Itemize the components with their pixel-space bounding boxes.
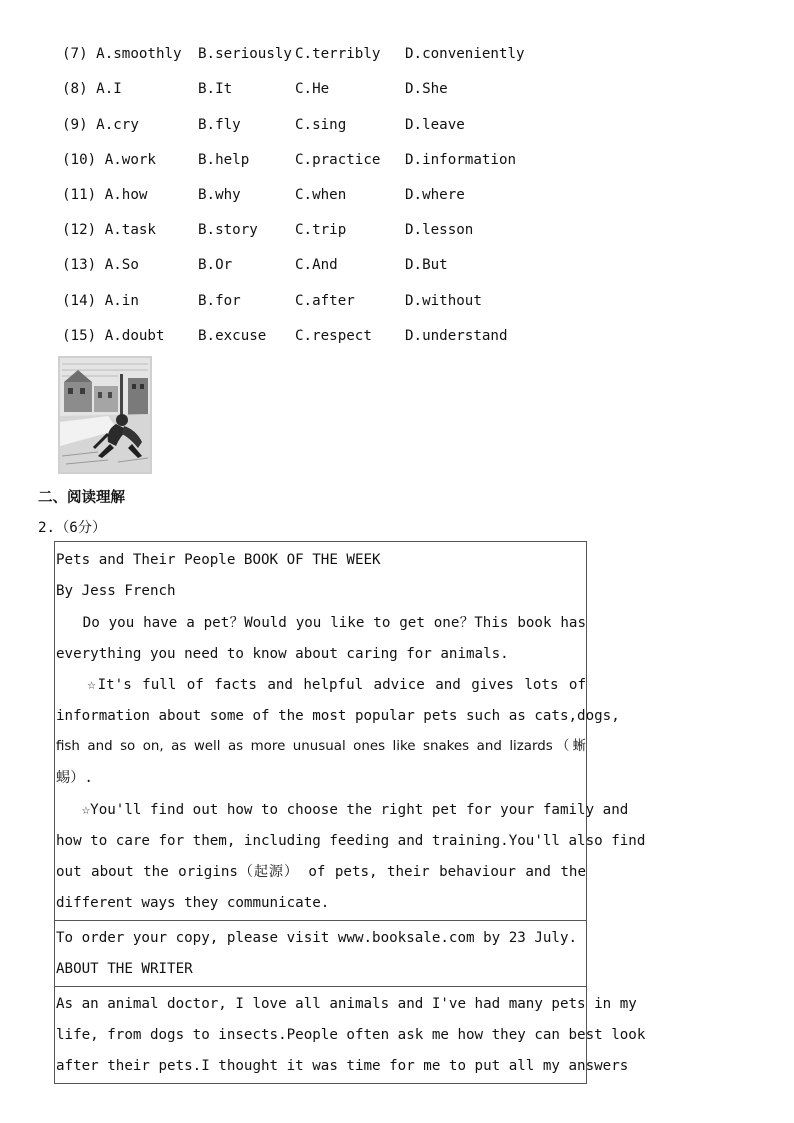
- option-number: (10): [62, 152, 97, 168]
- option-b: B.for: [198, 293, 241, 309]
- option-number: (12): [62, 222, 97, 238]
- passage-line: how to care for them, including feeding and training.You'll also find: [56, 833, 646, 849]
- option-d: D.understand: [405, 328, 508, 344]
- option-c: C.And: [295, 257, 338, 273]
- writer-line: after their pets.I thought it was time for me to put all my answers: [56, 1058, 629, 1074]
- passage-table: [54, 541, 646, 1084]
- question-7-options: [62, 46, 182, 62]
- option-b: B.It: [198, 81, 233, 97]
- book-intro-cell: [55, 542, 646, 921]
- option-number: (7): [62, 46, 88, 62]
- writer-cell: [55, 986, 646, 1083]
- book-title-line: Pets and Their People BOOK OF THE WEEK: [56, 552, 381, 568]
- passage-line: ☆You'll find out how to choose the right pet for your family and: [56, 802, 629, 818]
- option-a: A.how: [104, 187, 148, 203]
- option-a: A.task: [104, 222, 156, 238]
- option-b: B.excuse: [198, 328, 267, 344]
- option-b: B.Or: [198, 257, 233, 273]
- option-d: D.without: [405, 293, 482, 309]
- option-b: B.story: [198, 222, 258, 238]
- question-number: 2.（6分）: [38, 520, 107, 536]
- option-c: C.respect: [295, 328, 372, 344]
- option-a: A.I: [96, 81, 122, 97]
- option-b: B.help: [198, 152, 250, 168]
- option-c: C.after: [295, 293, 355, 309]
- option-d: D.information: [405, 152, 517, 168]
- option-b: B.why: [198, 187, 241, 203]
- question-9-options: [62, 117, 139, 133]
- option-c: C.sing: [295, 117, 347, 133]
- option-a: A.work: [104, 152, 156, 168]
- option-d: D.where: [405, 187, 465, 203]
- option-number: (8): [62, 81, 88, 97]
- order-line: To order your copy, please visit www.booksale.com by 23 July.: [56, 930, 578, 946]
- sketch-illustration: [58, 356, 152, 474]
- option-a: A.in: [104, 293, 139, 309]
- option-c: C.terribly: [295, 46, 381, 62]
- option-d: D.conveniently: [405, 46, 525, 62]
- question-11-options: [62, 187, 147, 203]
- option-number: (15): [62, 328, 97, 344]
- option-c: C.He: [295, 81, 330, 97]
- passage-line: information about some of the most popular pets such as cats,dogs,: [56, 708, 620, 724]
- option-a: A.doubt: [104, 328, 165, 344]
- passage-line: Do you have a pet？Would you like to get one？This book has: [56, 615, 586, 631]
- option-a: A.So: [104, 257, 139, 273]
- passage-line: 蜴）.: [56, 770, 93, 786]
- option-d: D.lesson: [405, 222, 474, 238]
- about-writer-heading: ABOUT THE WRITER: [56, 961, 193, 977]
- option-d: D.But: [405, 257, 448, 273]
- passage-line: everything you need to know about caring for animals.: [56, 646, 509, 662]
- option-number: (11): [62, 187, 97, 203]
- question-14-options: [62, 293, 139, 309]
- option-b: B.seriously: [198, 46, 292, 62]
- passage-line: different ways they communicate.: [56, 895, 330, 911]
- passage-line: out about the origins（起源） of pets, their behaviour and the: [56, 864, 586, 880]
- option-c: C.practice: [295, 152, 381, 168]
- illustration-image: [58, 356, 152, 474]
- option-a: A.smoothly: [96, 46, 182, 62]
- option-number: (14): [62, 293, 97, 309]
- option-d: D.She: [405, 81, 448, 97]
- order-info-cell: [55, 920, 586, 987]
- question-13-options: [62, 257, 139, 273]
- writer-line: As an animal doctor, I love all animals and I've had many pets in my: [56, 996, 637, 1012]
- option-c: C.when: [295, 187, 347, 203]
- option-number: (9): [62, 117, 88, 133]
- option-b: B.fly: [198, 117, 241, 133]
- passage-line: ☆It's full of facts and helpful advice and gives lots of: [56, 677, 586, 693]
- author-line: By Jess French: [56, 583, 176, 599]
- question-12-options: [62, 222, 156, 238]
- option-a: A.cry: [96, 117, 139, 133]
- question-15-options: [62, 328, 165, 344]
- question-8-options: [62, 81, 122, 97]
- question-10-options: [62, 152, 156, 168]
- writer-line: life, from dogs to insects.People often ask me how they can best look: [56, 1027, 646, 1043]
- section-title: 二、阅读理解: [38, 490, 125, 506]
- option-d: D.leave: [405, 117, 465, 133]
- option-number: (13): [62, 257, 97, 273]
- option-c: C.trip: [295, 222, 347, 238]
- passage-line: fish and so on, as well as more unusual ones like snakes and lizards（蜥: [56, 739, 586, 754]
